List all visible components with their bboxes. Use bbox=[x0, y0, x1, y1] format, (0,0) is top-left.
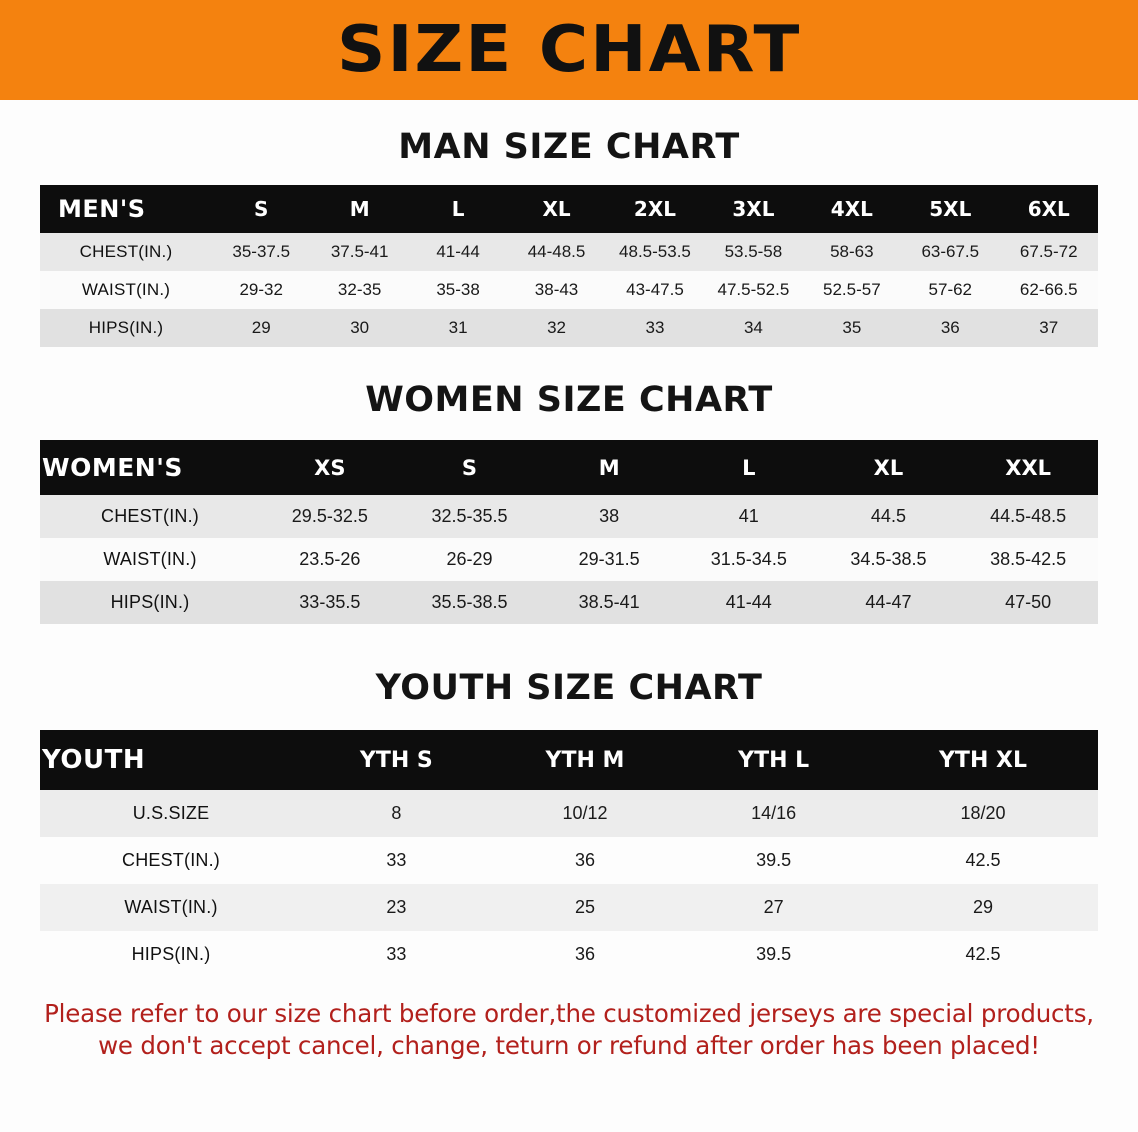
men-row-label-waist: WAIST(IN.) bbox=[40, 271, 212, 309]
table-cell: 26-29 bbox=[400, 538, 540, 581]
table-cell: 31 bbox=[409, 309, 507, 347]
table-cell: 38.5-41 bbox=[539, 581, 679, 624]
table-cell: 35-38 bbox=[409, 271, 507, 309]
table-cell: 58-63 bbox=[803, 233, 901, 271]
table-cell: 35.5-38.5 bbox=[400, 581, 540, 624]
women-row-label-chest: CHEST(IN.) bbox=[40, 495, 260, 538]
men-header-2xl: 2XL bbox=[606, 185, 704, 233]
table-cell: 32-35 bbox=[310, 271, 408, 309]
youth-row-label-chest: CHEST(IN.) bbox=[40, 837, 302, 884]
table-cell: 39.5 bbox=[679, 931, 868, 978]
table-cell: 33 bbox=[606, 309, 704, 347]
table-cell: 29 bbox=[212, 309, 310, 347]
table-cell: 38 bbox=[539, 495, 679, 538]
table-cell: 36 bbox=[491, 931, 680, 978]
table-cell: 44.5-48.5 bbox=[958, 495, 1098, 538]
disclaimer-line-1: Please refer to our size chart before order,the customized jerseys are special products, bbox=[44, 999, 1094, 1028]
men-header-m: M bbox=[310, 185, 408, 233]
table-cell: 62-66.5 bbox=[1000, 271, 1099, 309]
table-cell: 41-44 bbox=[679, 581, 819, 624]
table-cell: 36 bbox=[491, 837, 680, 884]
men-header-5xl: 5XL bbox=[901, 185, 999, 233]
table-cell: 42.5 bbox=[868, 837, 1098, 884]
table-cell: 39.5 bbox=[679, 837, 868, 884]
table-cell: 23 bbox=[302, 884, 491, 931]
women-header-xl: XL bbox=[819, 440, 959, 495]
table-cell: 27 bbox=[679, 884, 868, 931]
youth-header-s: YTH S bbox=[302, 730, 491, 790]
men-header-3xl: 3XL bbox=[704, 185, 802, 233]
table-cell: 29.5-32.5 bbox=[260, 495, 400, 538]
table-cell: 29-32 bbox=[212, 271, 310, 309]
table-row bbox=[40, 538, 1098, 581]
table-cell: 10/12 bbox=[491, 790, 680, 837]
page-title: SIZE CHART bbox=[336, 13, 802, 87]
table-cell: 18/20 bbox=[868, 790, 1098, 837]
table-cell: 33 bbox=[302, 931, 491, 978]
table-cell: 14/16 bbox=[679, 790, 868, 837]
table-cell: 41 bbox=[679, 495, 819, 538]
table-header-row bbox=[40, 730, 1098, 790]
table-row bbox=[40, 884, 1098, 931]
table-cell: 47-50 bbox=[958, 581, 1098, 624]
youth-table-wrapper bbox=[0, 730, 1138, 978]
youth-header-label: YOUTH bbox=[40, 730, 302, 790]
table-cell: 32 bbox=[507, 309, 605, 347]
men-header-6xl: 6XL bbox=[1000, 185, 1099, 233]
table-cell: 34.5-38.5 bbox=[819, 538, 959, 581]
table-cell: 35-37.5 bbox=[212, 233, 310, 271]
table-cell: 35 bbox=[803, 309, 901, 347]
table-cell: 52.5-57 bbox=[803, 271, 901, 309]
table-cell: 47.5-52.5 bbox=[704, 271, 802, 309]
table-cell: 44.5 bbox=[819, 495, 959, 538]
table-cell: 42.5 bbox=[868, 931, 1098, 978]
women-header-l: L bbox=[679, 440, 819, 495]
table-header-row bbox=[40, 185, 1098, 233]
youth-size-table bbox=[40, 730, 1098, 978]
women-header-m: M bbox=[539, 440, 679, 495]
youth-section-heading: YOUTH SIZE CHART bbox=[375, 668, 763, 708]
table-cell: 43-47.5 bbox=[606, 271, 704, 309]
women-header-label: WOMEN'S bbox=[40, 440, 260, 495]
table-cell: 41-44 bbox=[409, 233, 507, 271]
table-cell: 34 bbox=[704, 309, 802, 347]
table-cell: 67.5-72 bbox=[1000, 233, 1099, 271]
table-row bbox=[40, 271, 1098, 309]
women-size-table bbox=[40, 440, 1098, 624]
table-cell: 48.5-53.5 bbox=[606, 233, 704, 271]
women-row-label-waist: WAIST(IN.) bbox=[40, 538, 260, 581]
table-cell: 36 bbox=[901, 309, 999, 347]
table-cell: 31.5-34.5 bbox=[679, 538, 819, 581]
table-cell: 8 bbox=[302, 790, 491, 837]
table-cell: 37.5-41 bbox=[310, 233, 408, 271]
women-header-xs: XS bbox=[260, 440, 400, 495]
men-header-xl: XL bbox=[507, 185, 605, 233]
table-cell: 33-35.5 bbox=[260, 581, 400, 624]
youth-row-label-waist: WAIST(IN.) bbox=[40, 884, 302, 931]
table-cell: 44-48.5 bbox=[507, 233, 605, 271]
man-size-table bbox=[40, 185, 1098, 347]
man-table-wrapper bbox=[0, 185, 1138, 347]
table-cell: 57-62 bbox=[901, 271, 999, 309]
youth-row-label-hips: HIPS(IN.) bbox=[40, 931, 302, 978]
women-row-label-hips: HIPS(IN.) bbox=[40, 581, 260, 624]
men-header-4xl: 4XL bbox=[803, 185, 901, 233]
women-header-s: S bbox=[400, 440, 540, 495]
table-cell: 29-31.5 bbox=[539, 538, 679, 581]
table-cell: 38-43 bbox=[507, 271, 605, 309]
table-row bbox=[40, 233, 1098, 271]
table-row bbox=[40, 581, 1098, 624]
table-cell: 44-47 bbox=[819, 581, 959, 624]
disclaimer-note bbox=[36, 998, 1102, 1063]
table-cell: 33 bbox=[302, 837, 491, 884]
table-cell: 25 bbox=[491, 884, 680, 931]
women-header-xxl: XXL bbox=[958, 440, 1098, 495]
table-row bbox=[40, 790, 1098, 837]
table-cell: 53.5-58 bbox=[704, 233, 802, 271]
youth-header-xl: YTH XL bbox=[868, 730, 1098, 790]
man-section-heading: MAN SIZE CHART bbox=[398, 127, 740, 167]
table-cell: 23.5-26 bbox=[260, 538, 400, 581]
table-cell: 29 bbox=[868, 884, 1098, 931]
men-header-s: S bbox=[212, 185, 310, 233]
youth-row-label-ussize: U.S.SIZE bbox=[40, 790, 302, 837]
disclaimer-line-2: we don't accept cancel, change, teturn or refund after order has been placed! bbox=[98, 1031, 1040, 1061]
men-header-l: L bbox=[409, 185, 507, 233]
table-row bbox=[40, 309, 1098, 347]
table-row bbox=[40, 495, 1098, 538]
table-cell: 37 bbox=[1000, 309, 1099, 347]
table-row bbox=[40, 837, 1098, 884]
women-section-heading: WOMEN SIZE CHART bbox=[365, 380, 773, 420]
youth-header-l: YTH L bbox=[679, 730, 868, 790]
table-cell: 32.5-35.5 bbox=[400, 495, 540, 538]
men-row-label-chest: CHEST(IN.) bbox=[40, 233, 212, 271]
page-banner bbox=[0, 0, 1138, 100]
youth-header-m: YTH M bbox=[491, 730, 680, 790]
table-cell: 63-67.5 bbox=[901, 233, 999, 271]
table-cell: 38.5-42.5 bbox=[958, 538, 1098, 581]
table-header-row bbox=[40, 440, 1098, 495]
table-row bbox=[40, 931, 1098, 978]
men-row-label-hips: HIPS(IN.) bbox=[40, 309, 212, 347]
table-cell: 30 bbox=[310, 309, 408, 347]
men-header-label: MEN'S bbox=[40, 185, 212, 233]
women-table-wrapper bbox=[0, 440, 1138, 624]
